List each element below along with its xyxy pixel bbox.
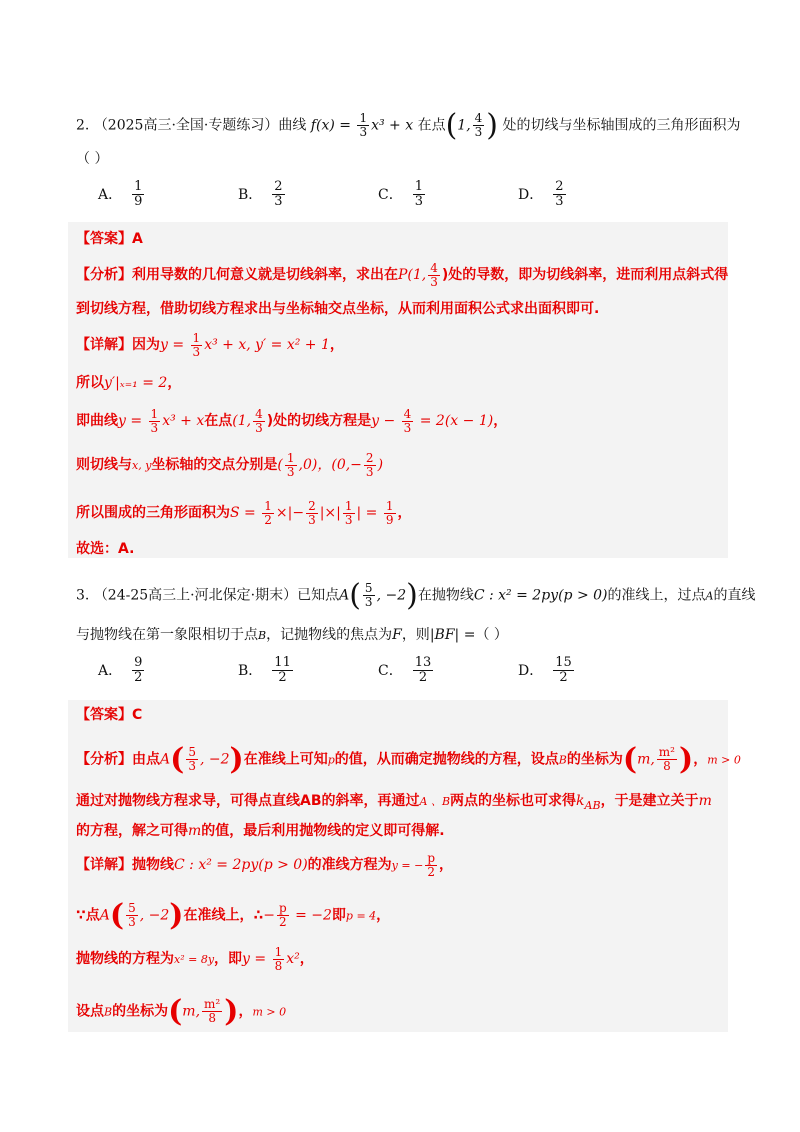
q3-analysis-line3: 的方程，解之可得m的值，最后利用抛物线的定义即可得解. — [76, 823, 445, 839]
q2-source: （2025高三·全国·专题练习）曲线 — [93, 117, 307, 134]
q3-detail-line2: ∵点A( $\frac{5}{3}$ , −2)在准线上，∴− $\frac{p}{2}$ = −2即p = 4， — [76, 898, 391, 933]
q2-detail-line1: 【详解】因为y = $\frac{1}{3}$ x³ + x, y′ = x² + 1， — [76, 331, 344, 359]
q3-answer: 【答案】C — [76, 707, 143, 723]
q3-analysis-line1: 【分析】由点A( $\frac{5}{3}$ , −2)在准线上可知p的值，从而确定抛物线的方程，设点B的坐标为(m, $\frac{\text{m²}}{8}$ )，m > 0 — [76, 742, 741, 777]
q2-blank: （ ） — [76, 151, 109, 167]
q2-detail-line4: 则切线与x, y坐标轴的交点分别是( $\frac{1}{3}$ ,0)，(0,− $\frac{2}{3}$ ) — [76, 451, 384, 479]
q2-frac-1-3: $\frac{1}{3}$ — [359, 111, 368, 139]
q3-detail-line1: 【详解】抛物线C : x² = 2py(p > 0)的准线方程为y = − $\frac{p}{2}$ ， — [76, 851, 454, 879]
q3-detail-line4: 设点B的坐标为(m, $\frac{\text{m²}}{8}$ )，m > 0 — [76, 994, 287, 1029]
q3-option-b[interactable]: B． $\frac{11}{2}$ — [238, 655, 291, 685]
q2-mid-text: 处的切线与坐标轴围成的三角形面积为 — [502, 117, 741, 134]
q2-option-c[interactable]: C． $\frac{1}{3}$ — [378, 179, 423, 209]
q2-analysis-line2: 到切线方程，借助切线方程求出与坐标轴交点坐标，从而利用面积公式求出面积即可. — [76, 301, 600, 317]
q2-func: f(x) = — [310, 117, 356, 134]
q2-analysis-line1: 【分析】利用导数的几何意义就是切线斜率，求出在P(1, $\frac{4}{3}$ )处的导数，即为切线斜率，进而利用点斜式得 — [76, 261, 729, 289]
q2-stem-line1: 2. （2025高三·全国·专题练习）曲线 f(x) = $\frac{1}{3}$ x³ + x 在点(1, $\frac{4}{3}$ ) 处的切线与坐标轴围成的三角形面积为 — [76, 108, 741, 143]
q2-options — [98, 180, 658, 208]
q2-detail-line3: 即曲线y = $\frac{1}{3}$ x³ + x在点(1, $\frac{4}{3}$ )处的切线方程是y − $\frac{4}{3}$ = 2(x − 1)， — [76, 407, 508, 435]
q2-option-a[interactable]: A． $\frac{1}{9}$ — [98, 179, 143, 209]
q2-option-d[interactable]: D． $\frac{2}{3}$ — [518, 179, 564, 209]
q2-conclusion: 故选：A. — [76, 541, 135, 557]
q3-detail-line3: 抛物线的方程为x² = 8y，即y = $\frac{1}{8}$ x²， — [76, 945, 314, 973]
q2-detail-line5: 所以围成的三角形面积为S = $\frac{1}{2}$ ×|− $\frac{2}{3}$ |×| $\frac{1}{3}$ | = $\frac{1}{9}$ ， — [76, 499, 412, 527]
q2-at-point: 在点 — [417, 117, 446, 134]
q2-frac-4-3: $\frac{4}{3}$ — [474, 111, 483, 139]
q3-option-c[interactable]: C． $\frac{13}{2}$ — [378, 655, 432, 685]
q2-func-tail: x³ + x — [371, 117, 414, 134]
q2-option-b[interactable]: B． $\frac{2}{3}$ — [238, 179, 283, 209]
q2-point-x: 1, — [457, 117, 471, 134]
q2-detail-line2: 所以y′|ₓ₌₁ = 2， — [76, 375, 182, 391]
q3-options — [98, 656, 658, 684]
q2-answer: 【答案】A — [76, 231, 143, 247]
q3-analysis-line2: 通过对抛物线方程求导，可得点直线AB的斜率，再通过A 、B两点的坐标也可求得$k_{AB}$，于是建立关于m — [76, 793, 712, 812]
q3-option-a[interactable]: A． $\frac{9}{2}$ — [98, 655, 143, 685]
q3-option-d[interactable]: D． $\frac{15}{2}$ — [518, 655, 572, 685]
q2-number: 2. — [76, 117, 90, 134]
q3-stem-line2: 与抛物线在第一象限相切于点B，记抛物线的焦点为F，则|BF| =（ ） — [76, 627, 508, 643]
q3-stem-line1: 3. （24-25高三上·河北保定·期末）已知点A( $\frac{5}{3}$ , −2)在抛物线C : x² = 2py(p > 0)的准线上，过点A的直线 — [76, 578, 756, 613]
